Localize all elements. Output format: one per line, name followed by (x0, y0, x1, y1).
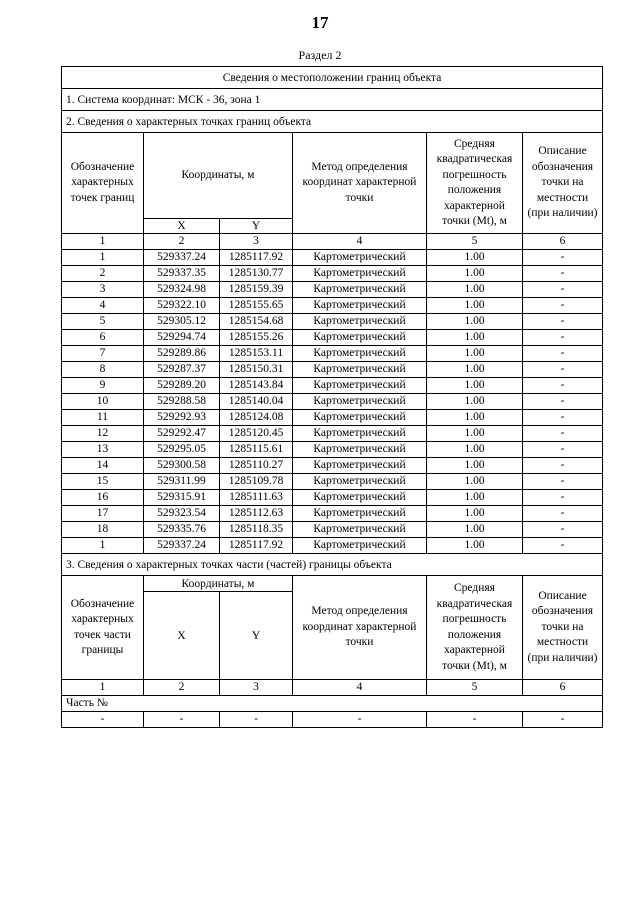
s3-header-method: Метод определения координат характерной точки (293, 576, 427, 680)
point-number: 5 (62, 314, 144, 330)
method-cell: Картометрический (293, 506, 427, 522)
point-number: 9 (62, 378, 144, 394)
coord-y: 1285155.65 (220, 298, 293, 314)
s3-header-coordinates: Координаты, м (144, 576, 293, 592)
column-number: 5 (427, 234, 523, 250)
coordinate-system: 1. Система координат: МСК - 36, зона 1 (62, 89, 603, 111)
description-cell: - (523, 394, 603, 410)
error-cell: 1.00 (427, 426, 523, 442)
method-cell: Картометрический (293, 266, 427, 282)
table-title: Сведения о местоположении границ объекта (62, 67, 603, 89)
coord-y: 1285154.68 (220, 314, 293, 330)
s2-header-method: Метод определения координат характерной точки (293, 133, 427, 234)
error-cell: 1.00 (427, 522, 523, 538)
table-row (62, 506, 603, 522)
section-label: Раздел 2 (298, 48, 342, 62)
point-number: 6 (62, 330, 144, 346)
error-cell: 1.00 (427, 346, 523, 362)
s2-header-error: Средняя квадратическая погрешность положения характерной точки (Mt), м (427, 133, 523, 234)
error-cell: 1.00 (427, 506, 523, 522)
coord-y: 1285115.61 (220, 442, 293, 458)
s3-header-description: Описание обозначения точки на местности (при наличии) (523, 576, 603, 680)
description-cell: - (523, 506, 603, 522)
s3-header-y: Y (220, 592, 293, 680)
coord-x: 529322.10 (144, 298, 220, 314)
coord-y: 1285155.26 (220, 330, 293, 346)
s3-header-error: Средняя квадратическая погрешность положения характерной точки (Mt), м (427, 576, 523, 680)
point-number: 18 (62, 522, 144, 538)
table-row (62, 426, 603, 442)
empty-cell: - (523, 712, 603, 728)
method-cell: Картометрический (293, 490, 427, 506)
description-cell: - (523, 426, 603, 442)
description-cell: - (523, 410, 603, 426)
coord-x: 529294.74 (144, 330, 220, 346)
description-cell: - (523, 346, 603, 362)
point-number: 2 (62, 266, 144, 282)
coord-x: 529292.93 (144, 410, 220, 426)
error-cell: 1.00 (427, 266, 523, 282)
error-cell: 1.00 (427, 250, 523, 266)
point-number: 4 (62, 298, 144, 314)
coord-y: 1285150.31 (220, 362, 293, 378)
point-number: 13 (62, 442, 144, 458)
method-cell: Картометрический (293, 442, 427, 458)
error-cell: 1.00 (427, 458, 523, 474)
error-cell: 1.00 (427, 474, 523, 490)
table-row (62, 266, 603, 282)
column-number: 6 (523, 680, 603, 696)
coord-x: 529289.20 (144, 378, 220, 394)
description-cell: - (523, 250, 603, 266)
coord-x: 529305.12 (144, 314, 220, 330)
coord-y: 1285159.39 (220, 282, 293, 298)
coord-y: 1285118.35 (220, 522, 293, 538)
error-cell: 1.00 (427, 314, 523, 330)
coord-x: 529311.99 (144, 474, 220, 490)
s3-column-numbers (62, 680, 603, 696)
description-cell: - (523, 474, 603, 490)
coord-y: 1285117.92 (220, 250, 293, 266)
description-cell: - (523, 330, 603, 346)
page-number: 17 (311, 13, 329, 32)
method-cell: Картометрический (293, 330, 427, 346)
s2-header-y: Y (220, 219, 293, 234)
section3-title: 3. Сведения о характерных точках части (частей) границы объекта (62, 554, 603, 576)
coord-x: 529315.91 (144, 490, 220, 506)
boundary-table (61, 66, 603, 728)
table-row (62, 250, 603, 266)
column-number: 2 (144, 234, 220, 250)
coord-x: 529337.35 (144, 266, 220, 282)
empty-cell: - (144, 712, 220, 728)
s2-header-x: X (144, 219, 220, 234)
method-cell: Картометрический (293, 458, 427, 474)
coord-x: 529337.24 (144, 538, 220, 554)
s2-header-description: Описание обозначения точки на местности (при наличии) (523, 133, 603, 234)
description-cell: - (523, 298, 603, 314)
column-number: 1 (62, 234, 144, 250)
point-number: 7 (62, 346, 144, 362)
method-cell: Картометрический (293, 426, 427, 442)
description-cell: - (523, 442, 603, 458)
point-number: 8 (62, 362, 144, 378)
part-label: Часть № (62, 696, 603, 712)
column-number: 2 (144, 680, 220, 696)
coord-y: 1285153.11 (220, 346, 293, 362)
description-cell: - (523, 458, 603, 474)
table-row (62, 330, 603, 346)
description-cell: - (523, 266, 603, 282)
column-number: 4 (293, 680, 427, 696)
point-number: 3 (62, 282, 144, 298)
error-cell: 1.00 (427, 442, 523, 458)
error-cell: 1.00 (427, 362, 523, 378)
error-cell: 1.00 (427, 330, 523, 346)
coord-y: 1285120.45 (220, 426, 293, 442)
point-number: 11 (62, 410, 144, 426)
method-cell: Картометрический (293, 282, 427, 298)
method-cell: Картометрический (293, 474, 427, 490)
coord-x: 529292.47 (144, 426, 220, 442)
empty-cell: - (220, 712, 293, 728)
point-number: 12 (62, 426, 144, 442)
empty-cell: - (62, 712, 144, 728)
s2-header-coordinates: Координаты, м (144, 133, 293, 219)
description-cell: - (523, 378, 603, 394)
error-cell: 1.00 (427, 394, 523, 410)
point-number: 14 (62, 458, 144, 474)
column-number: 3 (220, 234, 293, 250)
s3-header-x: X (144, 592, 220, 680)
table-row (62, 442, 603, 458)
method-cell: Картометрический (293, 538, 427, 554)
coord-x: 529337.24 (144, 250, 220, 266)
description-cell: - (523, 522, 603, 538)
error-cell: 1.00 (427, 298, 523, 314)
section2-title: 2. Сведения о характерных точках границ объекта (62, 111, 603, 133)
point-number: 1 (62, 250, 144, 266)
error-cell: 1.00 (427, 378, 523, 394)
coord-y: 1285112.63 (220, 506, 293, 522)
s3-empty-row (62, 712, 603, 728)
description-cell: - (523, 362, 603, 378)
table-row (62, 458, 603, 474)
coord-y: 1285109.78 (220, 474, 293, 490)
table-row (62, 490, 603, 506)
column-number: 6 (523, 234, 603, 250)
s2-column-numbers (62, 234, 603, 250)
table-row (62, 298, 603, 314)
table-row (62, 378, 603, 394)
coord-x: 529323.54 (144, 506, 220, 522)
table-row (62, 410, 603, 426)
description-cell: - (523, 490, 603, 506)
coord-y: 1285110.27 (220, 458, 293, 474)
error-cell: 1.00 (427, 410, 523, 426)
point-number: 16 (62, 490, 144, 506)
coord-x: 529295.05 (144, 442, 220, 458)
coord-y: 1285117.92 (220, 538, 293, 554)
description-cell: - (523, 538, 603, 554)
empty-cell: - (427, 712, 523, 728)
error-cell: 1.00 (427, 490, 523, 506)
point-number: 10 (62, 394, 144, 410)
column-number: 1 (62, 680, 144, 696)
table-row (62, 538, 603, 554)
point-number: 17 (62, 506, 144, 522)
empty-cell: - (293, 712, 427, 728)
description-cell: - (523, 282, 603, 298)
method-cell: Картометрический (293, 346, 427, 362)
method-cell: Картометрический (293, 410, 427, 426)
coord-y: 1285124.08 (220, 410, 293, 426)
column-number: 3 (220, 680, 293, 696)
coord-y: 1285130.77 (220, 266, 293, 282)
column-number: 4 (293, 234, 427, 250)
method-cell: Картометрический (293, 314, 427, 330)
description-cell: - (523, 314, 603, 330)
table-row (62, 314, 603, 330)
method-cell: Картометрический (293, 394, 427, 410)
s3-header-designation: Обозначение характерных точек части границы (62, 576, 144, 680)
table-row (62, 282, 603, 298)
error-cell: 1.00 (427, 282, 523, 298)
coord-x: 529287.37 (144, 362, 220, 378)
method-cell: Картометрический (293, 378, 427, 394)
table-row (62, 522, 603, 538)
coord-x: 529324.98 (144, 282, 220, 298)
method-cell: Картометрический (293, 298, 427, 314)
s2-header-designation: Обозначение характерных точек границ (62, 133, 144, 234)
coord-x: 529335.76 (144, 522, 220, 538)
coord-x: 529288.58 (144, 394, 220, 410)
table-row (62, 346, 603, 362)
coord-y: 1285111.63 (220, 490, 293, 506)
method-cell: Картометрический (293, 362, 427, 378)
coord-y: 1285143.84 (220, 378, 293, 394)
error-cell: 1.00 (427, 538, 523, 554)
table-row (62, 362, 603, 378)
column-number: 5 (427, 680, 523, 696)
method-cell: Картометрический (293, 250, 427, 266)
table-row (62, 394, 603, 410)
coord-y: 1285140.04 (220, 394, 293, 410)
point-number: 15 (62, 474, 144, 490)
method-cell: Картометрический (293, 522, 427, 538)
coord-x: 529300.58 (144, 458, 220, 474)
table-row (62, 474, 603, 490)
point-number: 1 (62, 538, 144, 554)
coord-x: 529289.86 (144, 346, 220, 362)
